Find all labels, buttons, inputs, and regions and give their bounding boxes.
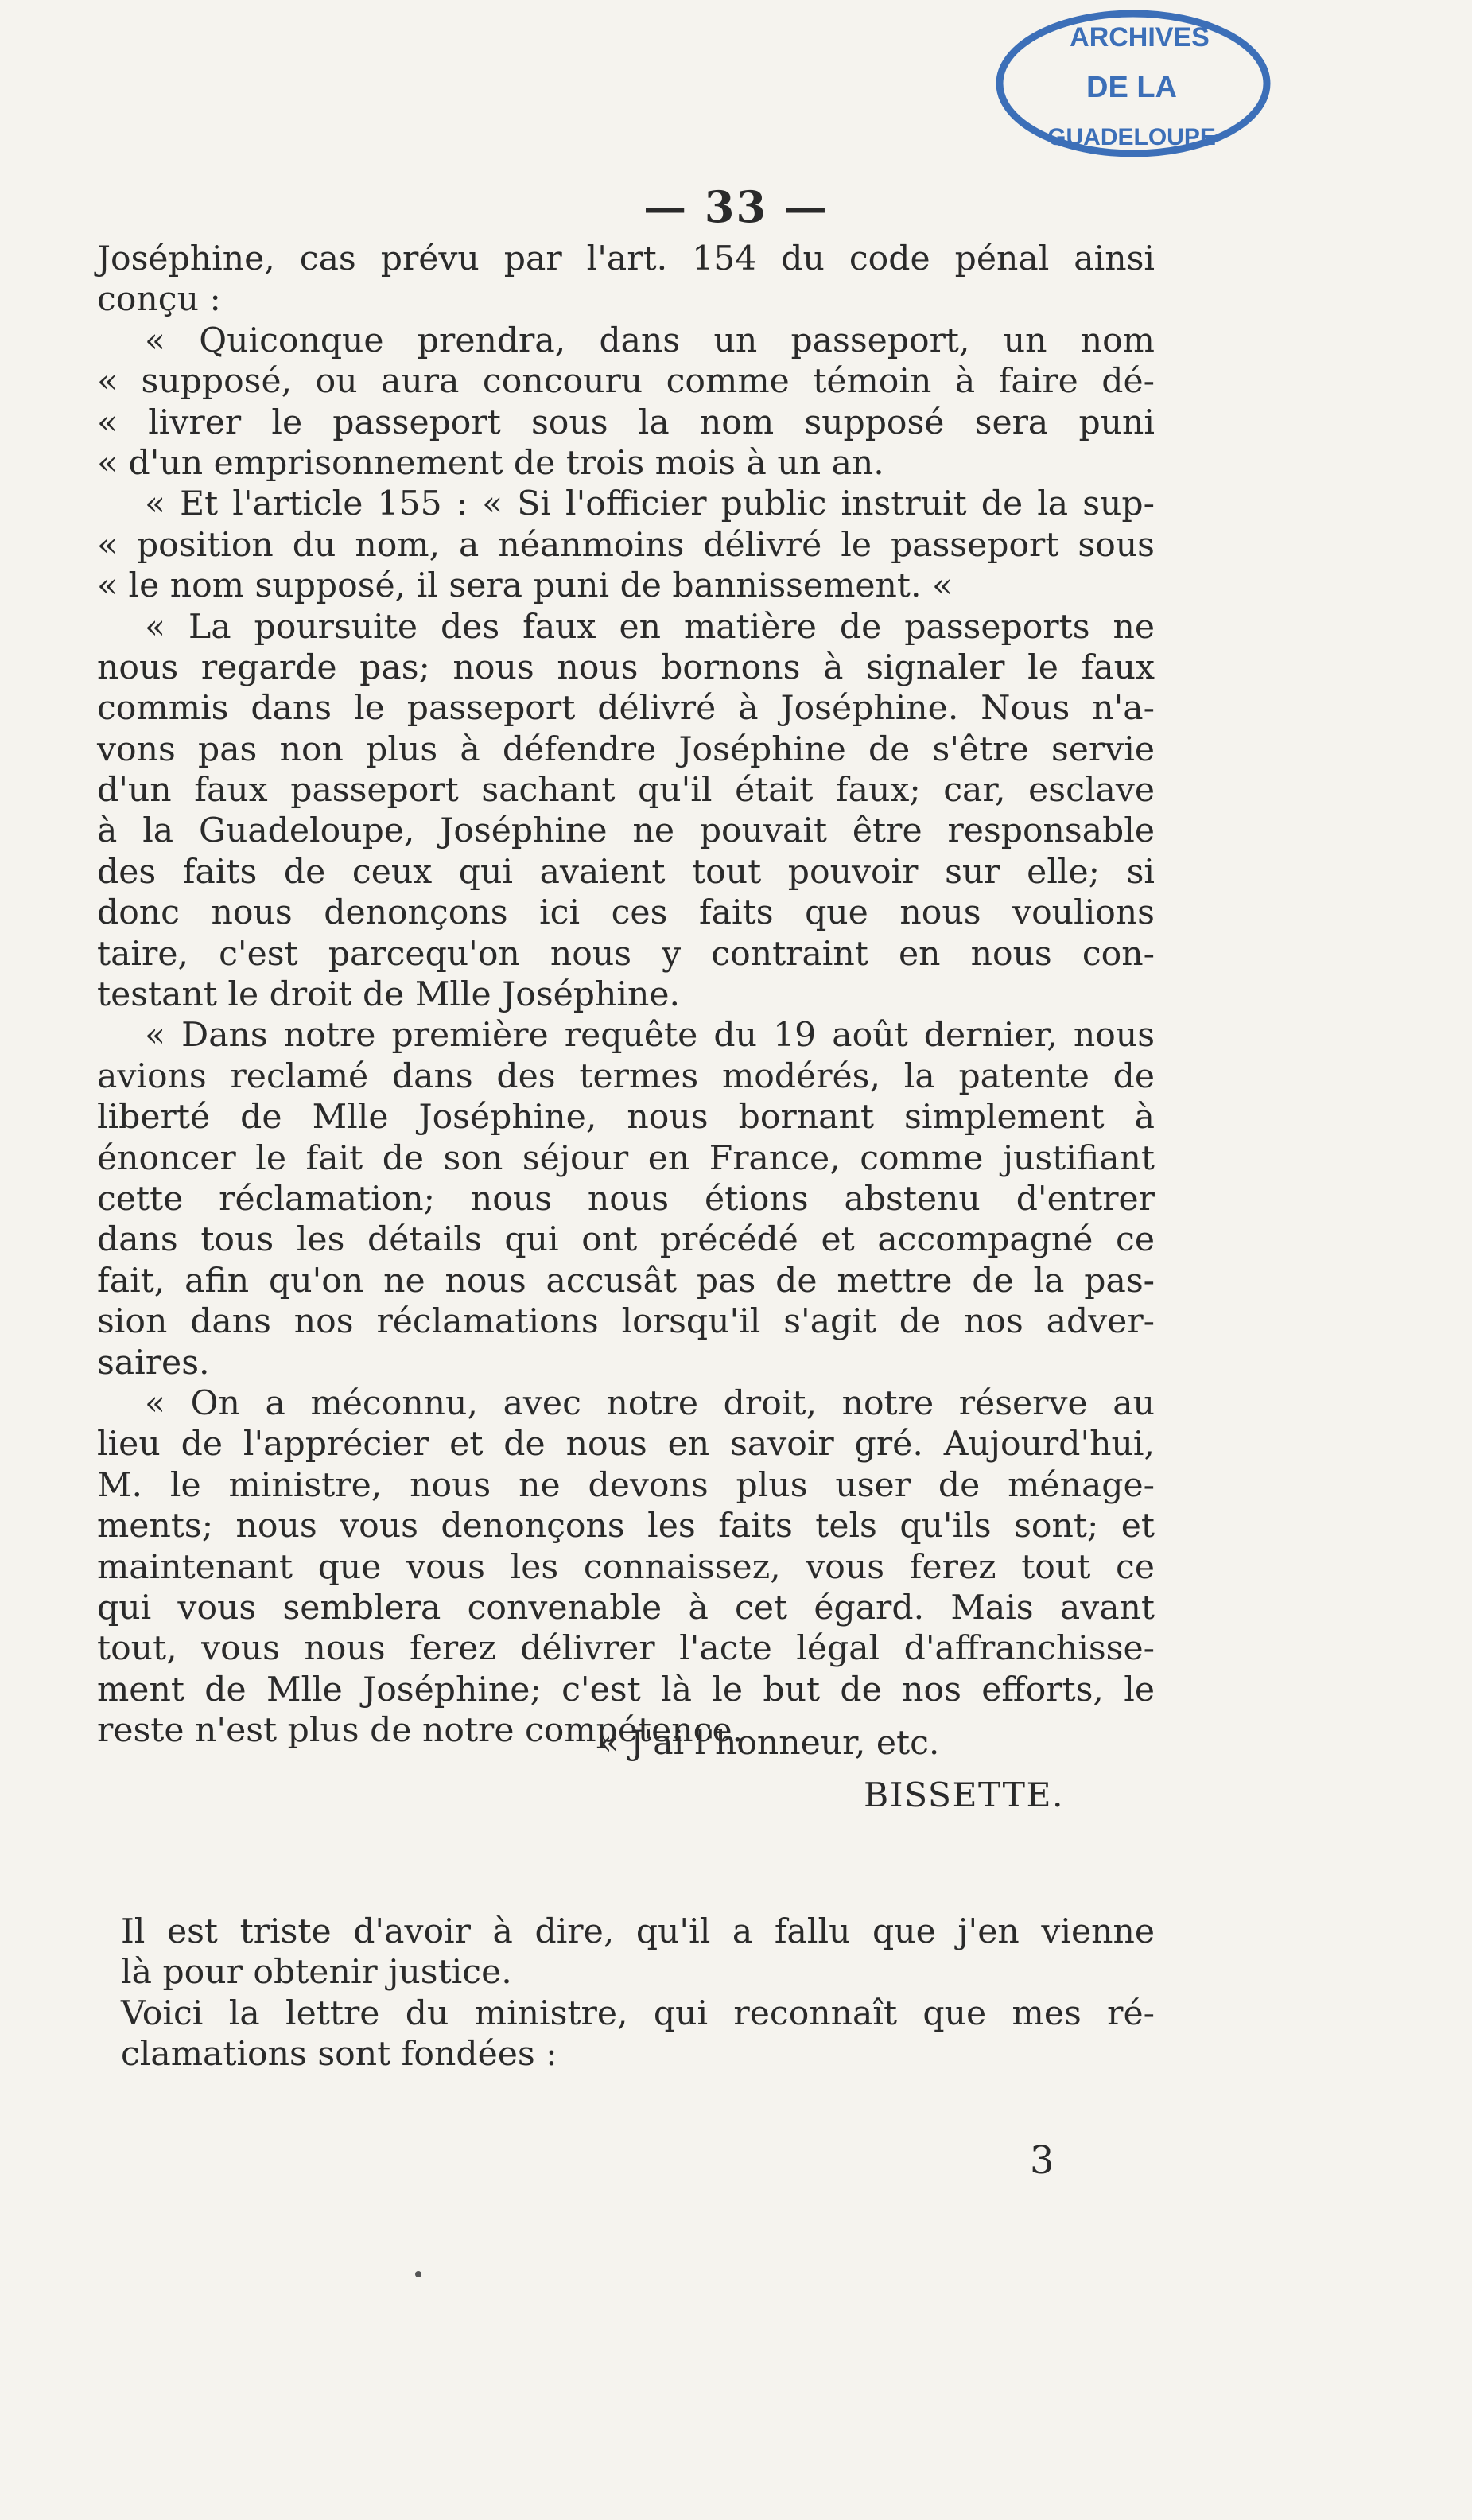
text-line-2: conçu : [97, 280, 221, 320]
text-line-26: fait, afin qu'on ne nous accusât pas de mettre de la pas- [97, 1261, 1155, 1301]
folio-number: 3 [1030, 2138, 1054, 2183]
text-line-9: « le nom supposé, il sera puni de bannissement. « [97, 566, 953, 606]
text-line-17: donc nous denonçons ici ces faits que nous voulions [97, 893, 1155, 933]
body-text [97, 239, 1155, 1751]
text-line-16: des faits de ceux qui avaient tout pouvoir sur elle; si [97, 852, 1155, 892]
text-line-21: avions reclamé dans des termes modérés, la patente de [97, 1056, 1155, 1096]
text-line-29: « On a méconnu, avec notre droit, notre réserve au [145, 1383, 1155, 1423]
text-line-18: taire, c'est parcequ'on nous y contraint en nous con- [97, 934, 1155, 974]
narrative-line-3: Voici la lettre du ministre, qui reconnaît que mes ré- [121, 1993, 1155, 2033]
text-line-27: sion dans nos réclamations lorsqu'il s'agit de nos adver- [97, 1302, 1155, 1342]
text-line-13: vons pas non plus à défendre Joséphine de s'être servie [97, 729, 1155, 769]
text-line-23: énoncer le fait de son séjour en France, comme justifiant [97, 1138, 1155, 1178]
text-line-4: « supposé, ou aura concouru comme témoin à faire dé- [97, 362, 1155, 402]
text-line-1: Joséphine, cas prévu par l'art. 154 du code pénal ainsi [97, 239, 1155, 278]
text-line-22: liberté de Mlle Joséphine, nous bornant simplement à [97, 1098, 1155, 1138]
text-line-3: « Quiconque prendra, dans un passeport, un nom [145, 321, 1155, 360]
text-line-25: dans tous les détails qui ont précédé et accompagné ce [97, 1220, 1155, 1260]
text-line-7: « Et l'article 155 : « Si l'officier public instruit de la sup- [145, 484, 1155, 524]
narrative-line-4: clamations sont fondées : [121, 2035, 557, 2075]
text-line-35: tout, vous nous ferez délivrer l'acte légal d'affranchisse- [97, 1629, 1155, 1669]
text-line-34: qui vous semblera convenable à cet égard. Mais avant [97, 1588, 1155, 1628]
text-line-37: reste n'est plus de notre compétence. [97, 1711, 744, 1751]
text-line-33: maintenant que vous les connaissez, vous ferez tout ce [97, 1547, 1155, 1587]
text-line-31: M. le ministre, nous ne devons plus user de ménage- [97, 1465, 1155, 1505]
narrative-line-2: là pour obtenir justice. [121, 1953, 512, 1993]
text-line-20: « Dans notre première requête du 19 août dernier, nous [145, 1016, 1155, 1056]
text-line-5: « livrer le passeport sous la nom supposé sera puni [97, 402, 1155, 442]
narrative-text [121, 1911, 1155, 2075]
text-line-30: lieu de l'apprécier et de nous en savoir gré. Aujourd'hui, [97, 1425, 1155, 1464]
page-number: — 33 — [643, 181, 829, 232]
text-line-32: ments; nous vous denonçons les faits tels qu'ils sont; et [97, 1507, 1155, 1546]
text-line-24: cette réclamation; nous nous étions abstenu d'entrer [97, 1179, 1155, 1219]
text-line-6: « d'un emprisonnement de trois mois à un an. [97, 443, 884, 483]
text-line-10: « La poursuite des faux en matière de passeports ne [145, 607, 1155, 647]
closing-formula: « J'ai l'honneur, etc. [599, 1724, 940, 1763]
text-line-11: nous regarde pas; nous nous bornons à signaler le faux [97, 648, 1155, 687]
signature: BISSETTE. [864, 1776, 1065, 1815]
text-line-28: saires. [97, 1343, 210, 1382]
ink-speck [415, 2271, 421, 2277]
text-line-12: commis dans le passeport délivré à Joséphine. Nous n'a- [97, 689, 1155, 729]
stamp-text-bottom: GUADELOUPE [1047, 124, 1216, 150]
text-line-36: ment de Mlle Joséphine; c'est là le but de nos efforts, le [97, 1670, 1155, 1709]
archives-stamp [990, 8, 1276, 167]
stamp-text-middle: DE LA [1086, 71, 1177, 104]
text-line-19: testant le droit de Mlle Joséphine. [97, 975, 680, 1015]
text-line-14: d'un faux passeport sachant qu'il était faux; car, esclave [97, 771, 1155, 811]
text-line-15: à la Guadeloupe, Joséphine ne pouvait être responsable [97, 811, 1155, 851]
stamp-text-top: ARCHIVES [1070, 22, 1210, 52]
text-line-8: « position du nom, a néanmoins délivré le passeport sous [97, 525, 1155, 565]
narrative-line-1: Il est triste d'avoir à dire, qu'il a fallu que j'en vienne [121, 1912, 1155, 1951]
